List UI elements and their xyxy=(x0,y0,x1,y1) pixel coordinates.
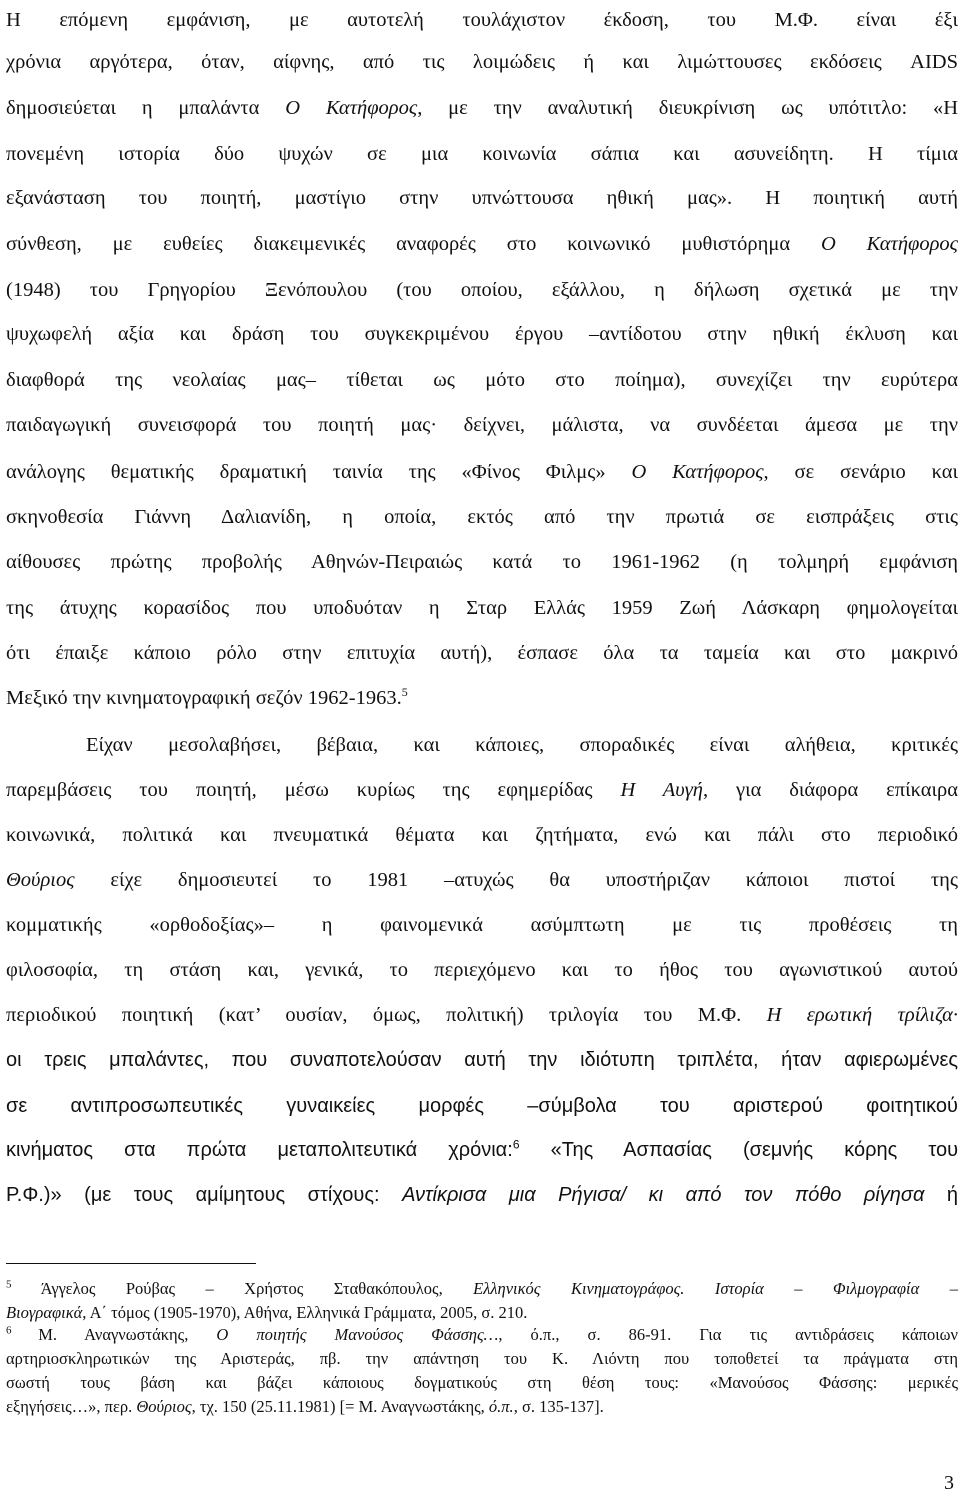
body-line xyxy=(6,686,958,710)
text-segment: «Της Ασπασίας (σεμνής κόρης του xyxy=(519,1139,959,1161)
footnote-number: 5 xyxy=(6,1278,41,1291)
footnote-separator xyxy=(6,1263,256,1264)
body-line xyxy=(6,913,958,937)
text-segment: κομματικής «ορθοδοξίας»– η φαινομενικά ασύμπτωτη με τις προθέσεις τη xyxy=(6,914,958,936)
body-line xyxy=(6,232,958,256)
italic-segment: Η Αυγή xyxy=(620,779,703,801)
body-line xyxy=(6,368,958,392)
body-line xyxy=(6,1094,958,1118)
text-segment: είχε δημοσιευτεί το 1981 –ατυχώς θα υποστήριζαν κάποιοι πιστοί της xyxy=(74,869,958,891)
body-line xyxy=(6,8,958,32)
body-line xyxy=(6,1138,958,1162)
text-segment: δημοσιεύεται η μπαλάντα xyxy=(6,97,286,119)
body-line xyxy=(6,278,958,302)
text-segment: , με την αναλυτική διευκρίνιση ως υπότιτλο: «Η xyxy=(417,97,959,119)
footnote-line xyxy=(6,1349,958,1369)
body-line xyxy=(6,868,958,892)
body-line xyxy=(6,186,958,210)
text-segment: παιδαγωγική συνεισφορά του ποιητή μας· δείχνει, μάλιστα, να συνδέεται άμεσα με την xyxy=(6,414,958,436)
text-segment: Μ. Αναγνωστάκης, xyxy=(38,1325,217,1344)
body-line xyxy=(6,550,958,574)
body-line xyxy=(6,460,958,484)
italic-segment: Βιογραφικά xyxy=(6,1303,83,1322)
italic-segment: Η ερωτική τρίλιζα· xyxy=(766,1004,958,1026)
footnote-line xyxy=(6,1303,958,1323)
text-segment: Είχαν μεσολαβήσει, βέβαια, και κάποιες, σποραδικές είναι αλήθεια, κριτικές xyxy=(86,734,958,756)
italic-segment: Θούριος xyxy=(136,1397,192,1416)
italic-segment: Ο Κατήφορος xyxy=(285,97,418,119)
footnote-ref: 5 xyxy=(401,685,408,700)
text-segment: , Α΄ τόμος (1905-1970), Αθήνα, Ελληνικά Γράμματα, 2005, σ. 210. xyxy=(82,1303,528,1322)
body-line xyxy=(6,505,958,529)
text-segment: σωστή τους βάση και βάζει κάποιους δογματικούς στη θέση τους: «Μανούσος Φάσσης: μερικές xyxy=(6,1373,958,1392)
page-number: 3 xyxy=(944,1472,954,1494)
text-segment: ή xyxy=(924,1184,959,1206)
text-segment: , για διάφορα επίκαιρα xyxy=(702,779,958,801)
italic-segment: ό.π. xyxy=(488,1397,514,1416)
body-line xyxy=(6,322,958,346)
footnote-line xyxy=(6,1397,958,1417)
footnote-line xyxy=(6,1325,958,1345)
text-segment: φιλοσοφία, τη στάση και, γενικά, το περιεχόμενο και το ήθος του αγωνιστικού αυτού xyxy=(6,959,958,981)
text-segment: κοινωνικά, πολιτικά και πνευματικά θέματα και ζητήματα, ενώ και πάλι στο περιοδικό xyxy=(6,824,958,846)
body-line xyxy=(6,958,958,982)
text-segment: χρόνια αργότερα, όταν, αίφνης, από τις λοιμώδεις ή και λιμώττουσες εκδόσεις AIDS xyxy=(6,51,958,73)
text-segment: περιοδικού ποιητική (κατ’ ουσίαν, όμως, πολιτική) τριλογία του Μ.Φ. xyxy=(6,1004,767,1026)
body-line xyxy=(6,142,958,166)
body-line xyxy=(86,733,958,757)
body-line xyxy=(6,596,958,620)
text-segment: εξηγήσεις…», περ. xyxy=(6,1397,137,1416)
italic-segment: Ελληνικός Κινηματογράφος. Ιστορία – Φιλμογραφία – xyxy=(473,1279,958,1298)
text-segment: σύνθεση, με ευθείες διακειμενικές αναφορές στο κοινωνικό μυθιστόρημα xyxy=(6,233,821,255)
italic-segment: Θούριος xyxy=(6,869,75,891)
footnote-line xyxy=(6,1373,958,1393)
body-line xyxy=(6,50,958,74)
text-segment: ψυχωφελή αξία και δράση του συγκεκριμένου έργου –αντίδοτου στην ηθική έκλυση και xyxy=(6,323,958,345)
body-line xyxy=(6,1048,958,1072)
text-segment: κινήματος στα πρώτα μεταπολιτευτικά χρόνια: xyxy=(6,1139,513,1161)
text-segment: παρεμβάσεις του ποιητή, μέσω κυρίως της εφημερίδας xyxy=(6,779,621,801)
text-segment: πονεμένη ιστορία δύο ψυχών σε μια κοινωνία σάπια και ασυνείδητη. Η τίμια xyxy=(6,143,958,165)
body-line xyxy=(6,1003,958,1027)
text-segment: αίθουσες πρώτης προβολής Αθηνών-Πειραιώς κατά το 1961-1962 (η τολμηρή εμφάνιση xyxy=(6,551,958,573)
text-segment: της άτυχης κορασίδος που υποδυόταν η Σταρ Ελλάς 1959 Ζωή Λάσκαρη φημολογείται xyxy=(6,597,958,619)
italic-segment: Αντίκρισα μια Ρήγισα/ κι από τον πόθο ρίγησα xyxy=(402,1184,925,1206)
text-segment: ανάλογης θεματικής δραματική ταινία της «Φίνος Φιλμς» xyxy=(6,461,632,483)
text-segment: Η επόμενη εμφάνιση, με αυτοτελή τουλάχιστον έκδοση, του Μ.Φ. είναι έξι xyxy=(6,9,958,31)
text-segment: ότι έπαιξε κάποιο ρόλο στην επιτυχία αυτή), έσπασε όλα τα ταμεία και στο μακρινό xyxy=(6,642,958,664)
text-segment: , σε σενάριο και xyxy=(763,461,958,483)
body-line xyxy=(6,823,958,847)
text-segment: , τχ. 150 (25.11.1981) [= Μ. Αναγνωστάκης, xyxy=(191,1397,489,1416)
text-segment: διαφθορά της νεολαίας μας– τίθεται ως μότο στο ποίημα), συνεχίζει την ευρύτερα xyxy=(6,369,958,391)
text-segment: Μεξικό την κινηματογραφική σεζόν 1962-1963. xyxy=(6,687,402,709)
text-segment: αρτηριοσκληρωτικών της Αριστεράς, πβ. την απάντηση του Κ. Λιόντη που τοποθετεί τα πράγματα στη xyxy=(6,1349,958,1368)
body-line xyxy=(6,96,958,120)
body-line xyxy=(6,778,958,802)
text-segment: σε αντιπροσωπευτικές γυναικείες μορφές –σύμβολα του αριστερού φοιτητικού xyxy=(6,1095,958,1117)
body-line xyxy=(6,641,958,665)
text-segment: (1948) του Γρηγορίου Ξενόπουλου (του οποίου, εξάλλου, η δήλωση σχετικά με την xyxy=(6,279,958,301)
text-segment: Άγγελος Ρούβας – Χρήστος Σταθακόπουλος, xyxy=(40,1279,474,1298)
footnote-line xyxy=(6,1279,958,1299)
text-segment: εξανάσταση του ποιητή, μαστίγιο στην υπνώττουσα ηθική μας». Η ποιητική αυτή xyxy=(6,187,958,209)
text-segment: οι τρεις μπαλάντες, που συναποτελούσαν αυτή την ιδιότυπη τριπλέτα, ήταν αφιερωμένες xyxy=(6,1049,958,1071)
footnote-number: 6 xyxy=(6,1324,39,1337)
italic-segment: Ο ποιητής Μανούσος Φάσσης… xyxy=(216,1325,499,1344)
body-line xyxy=(6,1183,958,1207)
italic-segment: Ο Κατήφορος xyxy=(820,233,958,255)
text-segment: Ρ.Φ.)» (με τους αμίμητους στίχους: xyxy=(6,1184,403,1206)
footnote-ref: 6 xyxy=(512,1137,520,1152)
body-line xyxy=(6,413,958,437)
text-segment: σκηνοθεσία Γιάννη Δαλιανίδη, η οποία, εκτός από την πρωτιά σε εισπράξεις στις xyxy=(6,506,958,528)
text-segment: , ό.π., σ. 86-91. Για τις αντιδράσεις κάποιων xyxy=(498,1325,958,1344)
italic-segment: Ο Κατήφορος xyxy=(631,461,764,483)
text-segment: , σ. 135-137]. xyxy=(513,1397,604,1416)
